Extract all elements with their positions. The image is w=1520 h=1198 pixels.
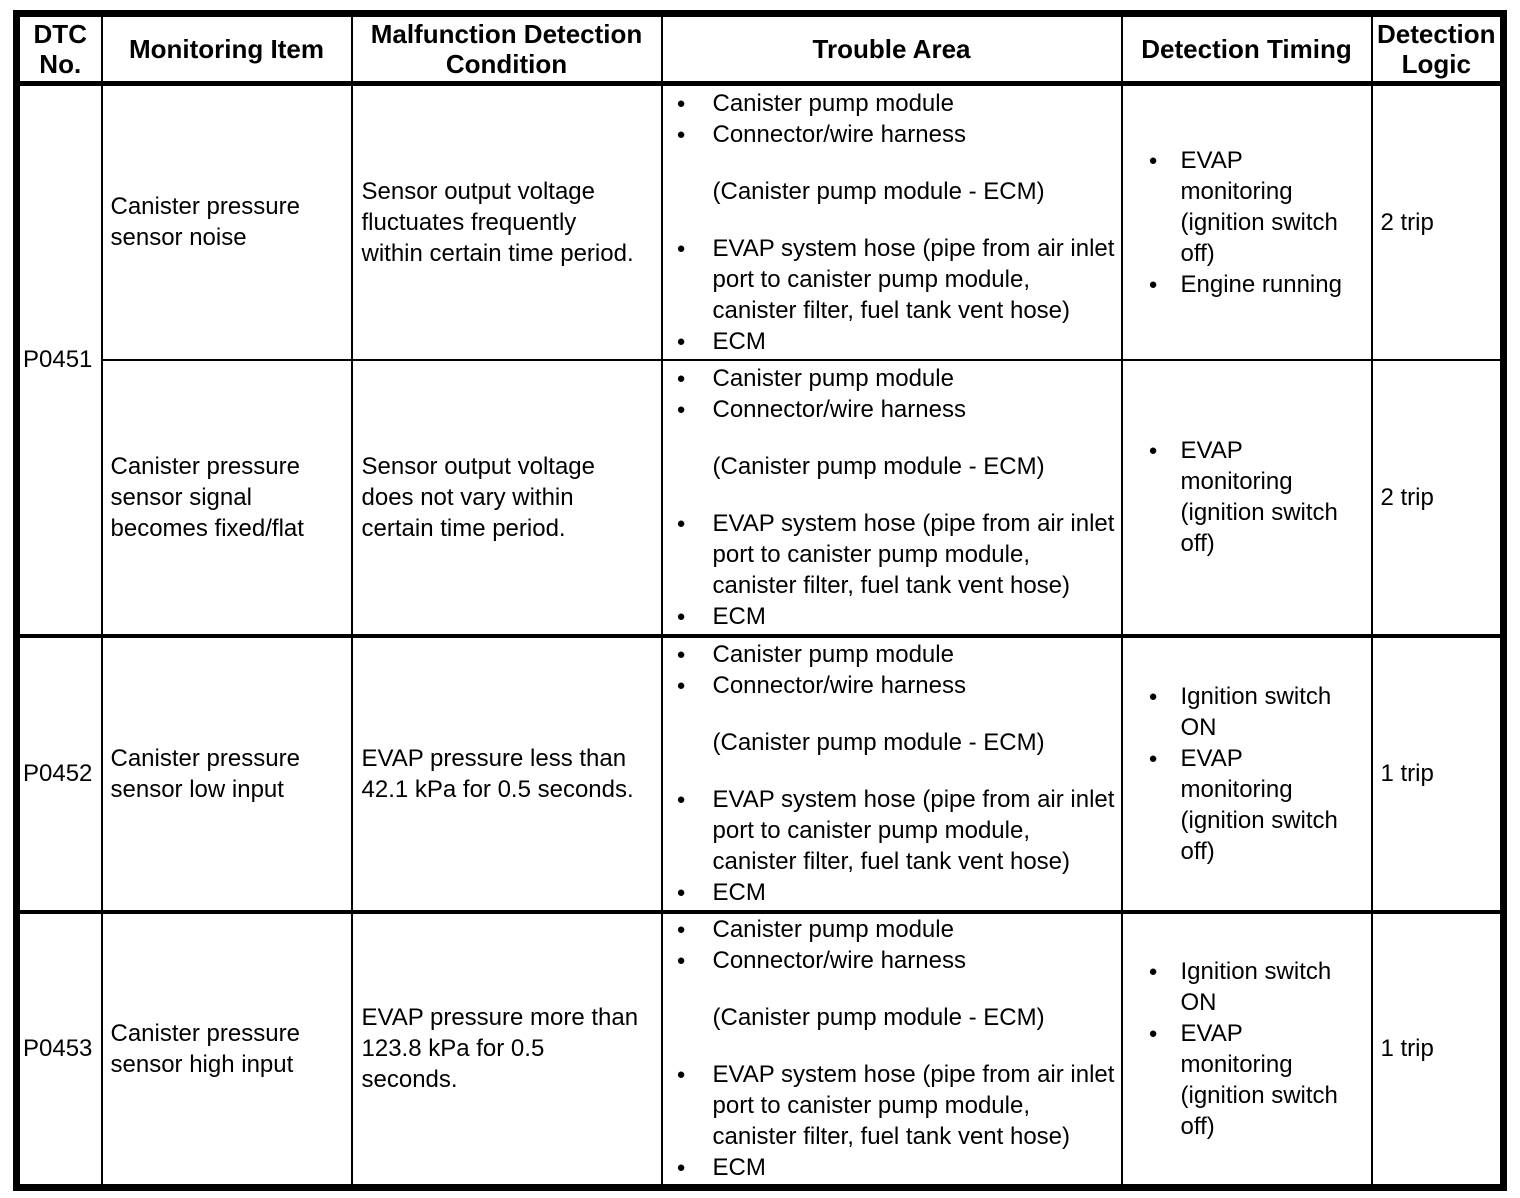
bullet-icon: ● <box>676 369 686 387</box>
trouble-area-item-label: (Canister pump module - ECM) <box>712 177 1045 205</box>
bullet-icon: ● <box>676 514 686 532</box>
list-item <box>677 88 1115 119</box>
list-item <box>677 394 1115 425</box>
bullet-icon: ● <box>1148 749 1158 767</box>
detection-logic-cell: 2 trip <box>1372 360 1504 636</box>
detection-logic-cell: 1 trip <box>1372 636 1504 912</box>
list-item <box>1149 269 1367 300</box>
bullet-icon: ● <box>676 952 686 970</box>
trouble-area-cell <box>662 912 1122 1188</box>
list-item <box>677 119 1115 150</box>
bullet-icon: ● <box>1148 151 1158 169</box>
bullet-icon: ● <box>676 125 686 143</box>
trouble-area-cell <box>662 636 1122 912</box>
table-row <box>17 636 1504 912</box>
monitoring-item-cell: Canister pressure sensor noise <box>102 84 352 360</box>
trouble-area-item-label: Connector/wire harness <box>712 672 966 699</box>
detection-timing-cell <box>1122 84 1372 360</box>
list-item <box>1149 145 1367 269</box>
trouble-area-item-label: ECM <box>712 327 766 355</box>
detection-timing-cell <box>1122 912 1372 1188</box>
list-item <box>1149 1018 1367 1142</box>
column-header-monitoring-item: Monitoring Item <box>102 14 352 84</box>
bullet-icon: ● <box>1148 1024 1158 1042</box>
bullet-icon: ● <box>676 94 686 112</box>
list-item <box>1149 435 1367 559</box>
detection-timing-item-label: EVAP monitoring (ignition switch off) <box>1180 744 1338 865</box>
trouble-area-item-label: Canister pump module <box>712 364 954 392</box>
list-item <box>677 1059 1115 1152</box>
list-item <box>677 233 1115 326</box>
trouble-area-item-label: EVAP system hose (pipe from air inlet port to canister pump module, canister filter, fuel tank vent hose) <box>712 1061 1115 1151</box>
detection-timing-item-label: EVAP monitoring (ignition switch off) <box>1180 1019 1338 1140</box>
list-item <box>677 1002 1115 1033</box>
trouble-area-item-label: ECM <box>712 602 766 630</box>
trouble-area-item-label: EVAP system hose (pipe from air inlet port to canister pump module, canister filter, fuel tank vent hose) <box>712 786 1115 875</box>
bullet-icon: ● <box>676 400 686 418</box>
list-item <box>677 914 1115 945</box>
dtc-no-cell: P0452 <box>17 636 102 912</box>
list-item <box>677 326 1115 357</box>
bullet-icon: ● <box>676 1159 686 1177</box>
trouble-area-item-label: Connector/wire harness <box>712 120 966 148</box>
list-item <box>677 176 1115 207</box>
trouble-area-item-label: Canister pump module <box>712 641 954 668</box>
bullet-icon: ● <box>676 791 686 808</box>
table-row <box>17 84 1504 360</box>
dtc-no-cell: P0451 <box>17 84 102 636</box>
list-item <box>677 670 1115 701</box>
bullet-icon: ● <box>676 239 686 257</box>
bullet-icon: ● <box>1148 275 1158 293</box>
list-item <box>677 363 1115 394</box>
header-row <box>17 14 1504 84</box>
monitoring-item-cell: Canister pressure sensor high input <box>102 912 352 1188</box>
bullet-icon: ● <box>1148 962 1158 980</box>
bullet-icon: ● <box>676 677 686 694</box>
detection-timing-item-label: Ignition switch ON <box>1180 957 1332 1016</box>
list-item <box>677 1152 1115 1183</box>
trouble-area-cell <box>662 84 1122 360</box>
list-item <box>1149 956 1367 1018</box>
bullet-icon: ● <box>1148 442 1158 459</box>
trouble-area-item-label: Connector/wire harness <box>712 947 966 975</box>
trouble-area-item-label: (Canister pump module - ECM) <box>712 452 1045 480</box>
malfunction-detection-condition-cell: EVAP pressure more than 123.8 kPa for 0.5 seconds. <box>352 912 662 1188</box>
monitoring-item-cell: Canister pressure sensor low input <box>102 636 352 912</box>
list-item <box>1149 743 1367 867</box>
malfunction-detection-condition-cell: Sensor output voltage fluctuates frequently within certain time period. <box>352 84 662 360</box>
trouble-area-item-label: ECM <box>712 1154 766 1182</box>
malfunction-detection-condition-cell: Sensor output voltage does not vary within certain time period. <box>352 360 662 636</box>
trouble-area-item-label: (Canister pump module - ECM) <box>712 1004 1045 1032</box>
trouble-area-item-label: EVAP system hose (pipe from air inlet port to canister pump module, canister filter, fuel tank vent hose) <box>712 234 1115 324</box>
bullet-icon: ● <box>676 332 686 350</box>
list-item <box>677 727 1115 758</box>
column-header-trouble-area: Trouble Area <box>662 14 1122 84</box>
list-item <box>677 508 1115 601</box>
detection-timing-item-label: Ignition switch ON <box>1180 682 1332 741</box>
detection-timing-item-label: EVAP monitoring (ignition switch off) <box>1180 146 1338 267</box>
trouble-area-cell <box>662 360 1122 636</box>
detection-timing-cell <box>1122 636 1372 912</box>
bullet-icon: ● <box>1148 687 1158 705</box>
trouble-area-item-label: (Canister pump module - ECM) <box>712 729 1045 756</box>
dtc-table <box>13 10 1507 1191</box>
table-row <box>17 360 1504 636</box>
list-item <box>677 784 1115 877</box>
column-header-detection-timing: Detection Timing <box>1122 14 1372 84</box>
bullet-icon: ● <box>676 1066 686 1084</box>
bullet-icon: ● <box>676 921 686 939</box>
column-header-dtc-no: DTC No. <box>17 14 102 84</box>
trouble-area-item-label: Connector/wire harness <box>712 395 966 423</box>
bullet-icon: ● <box>676 607 686 625</box>
detection-timing-item-label: EVAP monitoring (ignition switch off) <box>1180 437 1338 557</box>
detection-logic-cell: 1 trip <box>1372 912 1504 1188</box>
column-header-malfunction-detection-condition: Malfunction Detection Condition <box>352 14 662 84</box>
list-item <box>677 945 1115 976</box>
malfunction-detection-condition-cell: EVAP pressure less than 42.1 kPa for 0.5 seconds. <box>352 636 662 912</box>
column-header-detection-logic: Detection Logic <box>1372 14 1504 84</box>
list-item <box>677 601 1115 632</box>
trouble-area-item-label: ECM <box>712 879 766 906</box>
trouble-area-item-label: Canister pump module <box>712 916 954 944</box>
table-row <box>17 912 1504 1188</box>
list-item <box>677 451 1115 482</box>
trouble-area-item-label: EVAP system hose (pipe from air inlet port to canister pump module, canister filter, fuel tank vent hose) <box>712 509 1115 599</box>
bullet-icon: ● <box>676 884 686 901</box>
detection-logic-cell: 2 trip <box>1372 84 1504 360</box>
list-item <box>677 877 1115 908</box>
list-item <box>1149 681 1367 743</box>
dtc-no-cell: P0453 <box>17 912 102 1188</box>
monitoring-item-cell: Canister pressure sensor signal becomes fixed/flat <box>102 360 352 636</box>
detection-timing-cell <box>1122 360 1372 636</box>
trouble-area-item-label: Canister pump module <box>712 89 954 117</box>
bullet-icon: ● <box>676 646 686 663</box>
list-item <box>677 639 1115 670</box>
detection-timing-item-label: Engine running <box>1180 270 1342 298</box>
